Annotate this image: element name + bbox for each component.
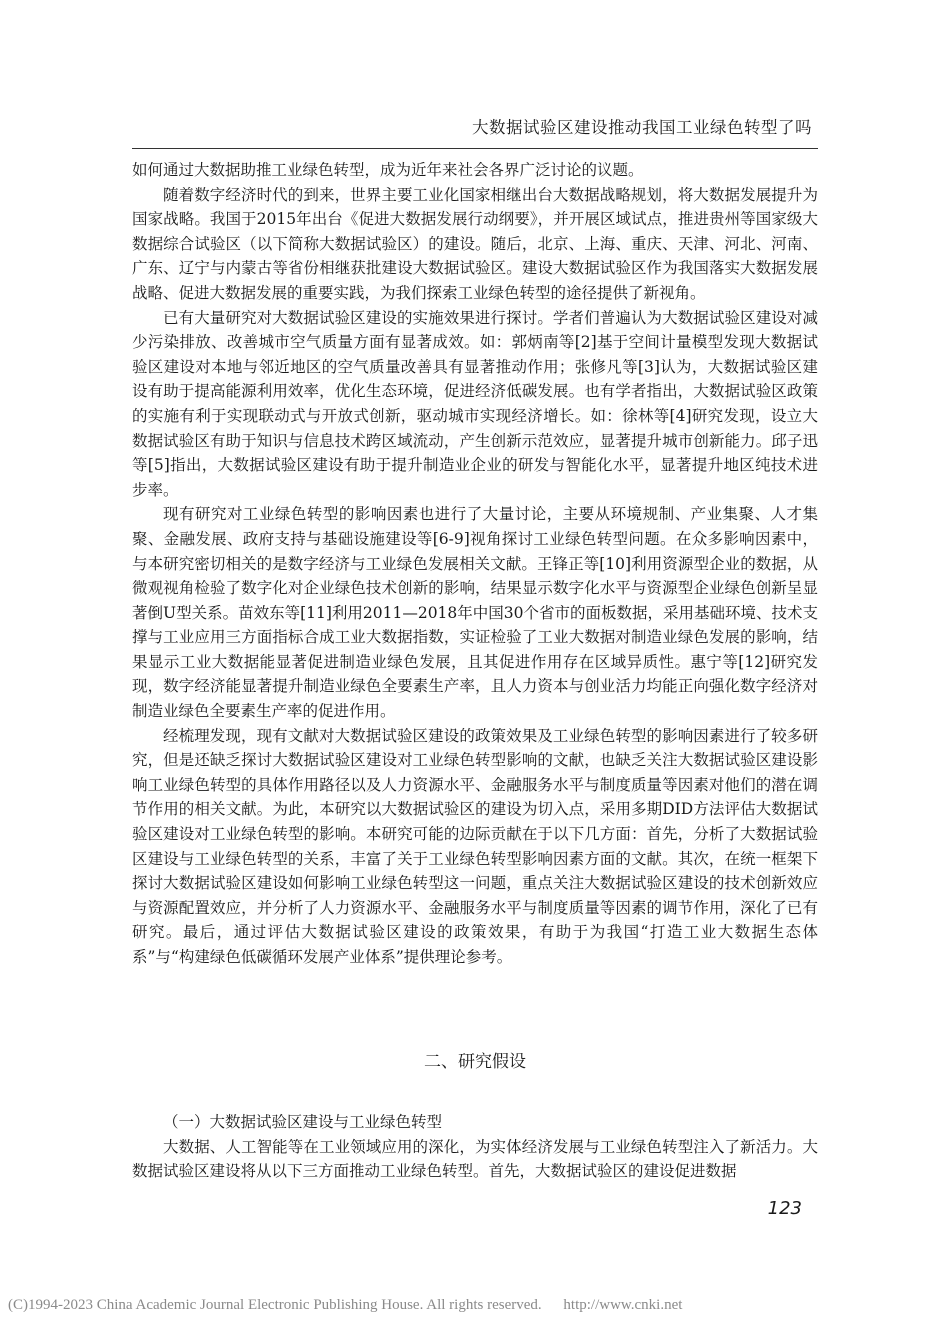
footer-watermark [8,1297,948,1314]
subsection [132,1110,818,1184]
body-text [132,158,818,970]
paragraph-literature-green-transition: 现有研究对工业绿色转型的影响因素也进行了大量讨论，主要从环境规制、产业集聚、人才集聚、金融发展、政府支持与基础设施建设等[6-9]视角探讨工业绿色转型问题。在众多影响因素中，与本研究密切相关的是数字经济与工业绿色发展相关文献。王锋正等[10]利用资源型企业的数据，从微观视角检验了数字化对企业绿色技术创新的影响，结果显示数字化水平与资源型企业绿色创新呈显著倒U型关系。苗效东等[11]利用2011—2018年中国30个省市的面板数据，采用基础环境、技术支撑与工业应用三方面指标合成工业大数据指数，实证检验了工业大数据对制造业绿色发展的影响，结果显示工业大数据能显著促进制造业绿色发展，且其促进作用存在区域异质性。惠宁等[12]研究发现，数字经济能显著提升制造业绿色全要素生产率，且人力资本与创业活力均能正向强化数字经济对制造业绿色全要素生产率的促进作用。 [132,505,818,721]
footer-url: http://www.cnki.net [563,1297,683,1313]
header-rule [132,148,818,149]
section-heading: 二、研究假设 [424,1052,526,1072]
paragraph-background: 随着数字经济时代的到来，世界主要工业化国家相继出台大数据战略规划，将大数据发展提升为国家战略。我国于2015年出台《促进大数据发展行动纲要》，并开展区域试点，推进贵州等国家级大数据综合试验区（以下简称大数据试验区）的建设。随后，北京、上海、重庆、天津、河北、河南、广东、辽宁与内蒙古等省份相继获批建设大数据试验区。建设大数据试验区作为我国落实大数据发展战略、促进大数据发展的重要实践，为我们探索工业绿色转型的途径提供了新视角。 [132,185,818,302]
subsection-heading: （一）大数据试验区建设与工业绿色转型 [163,1113,443,1131]
paragraph-literature-pilot-zone: 已有大量研究对大数据试验区建设的实施效果进行探讨。学者们普遍认为大数据试验区建设对减少污染排放、改善城市空气质量方面有显著成效。如：郭炳南等[2]基于空间计量模型发现大数据试验区建设对本地与邻近地区的空气质量改善具有显著推动作用；张修凡等[3]认为，大数据试验区建设有助于提高能源利用效率，优化生态环境，促进经济低碳发展。也有学者指出，大数据试验区政策的实施有利于实现联动式与开放式创新，驱动城市实现经济增长。如：徐林等[4]研究发现，设立大数据试验区有助于知识与信息技术跨区域流动，产生创新示范效应，显著提升城市创新能力。邱子迅等[5]指出，大数据试验区建设有助于提升制造业企业的研发与智能化水平，显著提升地区纯技术进步率。 [132,308,818,499]
paragraph-contribution: 经梳理发现，现有文献对大数据试验区建设的政策效果及工业绿色转型的影响因素进行了较多研究，但是还缺乏探讨大数据试验区建设对工业绿色转型影响的文献，也缺乏关注大数据试验区建设影响工业绿色转型的具体作用路径以及人力资源水平、金融服务水平与制度质量等因素对他们的潜在调节作用的相关文献。为此，本研究以大数据试验区的建设为切入点，采用多期DID方法评估大数据试验区建设对工业绿色转型的影响。本研究可能的边际贡献在于以下几方面：首先，分析了大数据试验区建设与工业绿色转型的关系，丰富了关于工业绿色转型影响因素方面的文献。其次，在统一框架下探讨大数据试验区建设如何影响工业绿色转型这一问题，重点关注大数据试验区建设的技术创新效应与资源配置效应，并分析了人力资源水平、金融服务水平与制度质量等因素的调节作用，深化了已有研究。最后，通过评估大数据试验区建设的政策效果，有助于为我国“打造工业大数据生态体系”与“构建绿色低碳循环发展产业体系”提供理论参考。 [132,726,818,966]
subsection-paragraph: 大数据、人工智能等在工业领域应用的深化，为实体经济发展与工业绿色转型注入了新活力。大数据试验区建设将从以下三方面推动工业绿色转型。首先，大数据试验区的建设促进数据 [132,1137,818,1181]
footer-copyright: (C)1994-2023 China Academic Journal Electronic Publishing House. All rights reserved. [8,1297,542,1313]
paragraph-continued: 如何通过大数据助推工业绿色转型，成为近年来社会各界广泛讨论的议题。 [132,161,644,179]
page-number: 123 [767,1198,802,1219]
running-header-title: 大数据试验区建设推动我国工业绿色转型了吗 [472,118,812,137]
